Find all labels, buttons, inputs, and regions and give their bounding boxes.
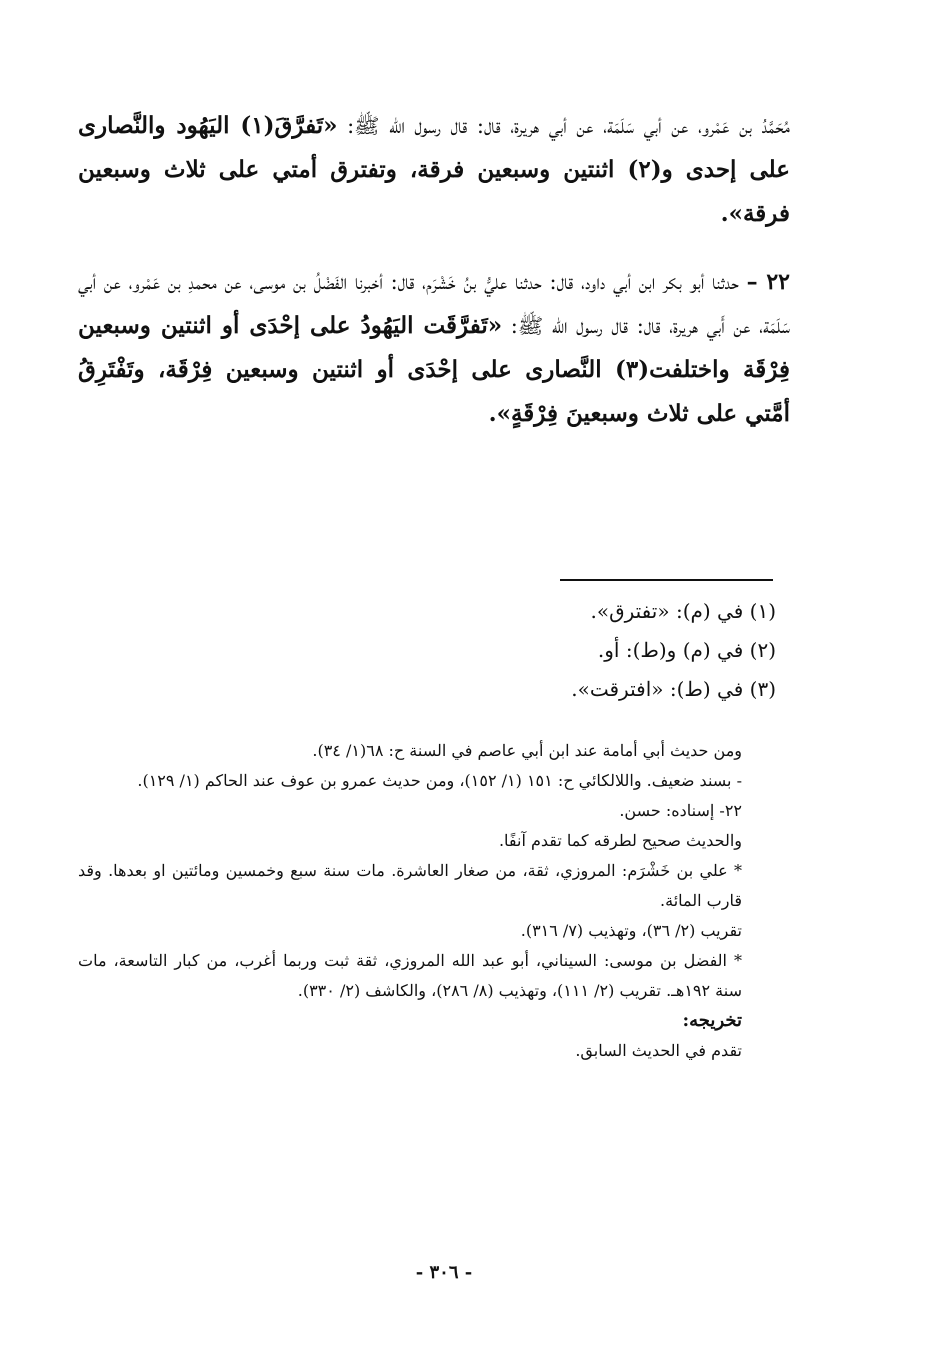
commentary: [78, 736, 742, 1066]
hadith-21-text: «تَفرَّقَ(١) اليَهُود والنَّصارى على إحدى و(٢) اثنتين وسبعين فرقة، وتفترق أمتي على ثلاث وسبعين فرقة».: [78, 112, 790, 227]
footnote-3: (٣) في (ط): «افترقت».: [571, 677, 776, 701]
footnote-separator: [560, 579, 773, 581]
footnote-1: (١) في (م): «تفترق».: [590, 599, 776, 623]
commentary-line: تقريب (٢/ ٣٦)، وتهذيب (٧/ ٣١٦).: [520, 921, 742, 940]
footnote-2: (٢) في (م) و(ط): أو.: [597, 638, 776, 662]
hadith-22-isnad: حدثنا أبو بكر ابن أبي داود، قال: حدثنا عليُّ بنُ خَشْرَم، قال: أخبرنا الفَضْلُ بن موسى، عن محمدِ بن عَمْرو، عن أبي سَلَمَة، عن أَبي هريرة، قال: قال رسول الله ﷺ:: [78, 270, 790, 338]
paragraph-gap: [78, 236, 790, 260]
commentary-line: * الفضل بن موسى: السيناني، أبو عبد الله المروزي، ثقة ثبت وربما أغرب، من كبار التاسعة، مات سنة ١٩٢هـ. تقريب (٢/ ١١١)، وتهذيب (٨/ ٢٨٦)، والكاشف (٢/ ٣٣٠).: [78, 951, 742, 1000]
hadith-22-block: [78, 260, 790, 436]
hadith-22-text: «تَفرَّقَت اليَهُودُ على إحْدَى أو اثنتين وسبعين فِرْقَة واختلفت(٣) النَّصارى على إحْدَى أو اثنتين وسبعين فِرْقَة، وتَفْتَرِقُ أمَّتي على ثلاث وسبعينَ فِرْقَةٍ».: [78, 312, 790, 427]
commentary-line: * علي بن خَشْرَم: المروزي، ثقة، من صغار العاشرة. مات سنة سبع وخمسين ومائتين او بعدها. وقد قارب المائة.: [78, 861, 742, 910]
commentary-heading: ٢٢- إسناده: حسن.: [619, 801, 742, 820]
commentary-line: ومن حديث أبي أمامة عند ابن أبي عاصم في السنة ح: ٦٨(١/ ٣٤).: [312, 741, 742, 760]
commentary-line: - بسند ضعيف. واللالكائي ح: ١٥١ (١/ ١٥٢)، ومن حديث عمرو بن عوف عند الحاكم (١/ ١٢٩).: [137, 771, 742, 790]
main-text: [78, 104, 790, 436]
takhrij-heading: تخريجه:: [682, 1010, 742, 1031]
commentary-line: والحديث صحيح لطرقه كما تقدم آنفًا.: [498, 831, 742, 850]
commentary-line: تقدم في الحديث السابق.: [575, 1041, 742, 1060]
page-number: - ٣٠٦ -: [415, 1262, 473, 1283]
hadith-21-block: [78, 104, 790, 236]
isnad-line: مُحَمَّدُ بن عَمْرو، عن أبي سَلَمَة، عن أبي هريرة، قال: قال رسول الله ﷺ:: [347, 114, 790, 138]
hadith-number: ٢٢ –: [746, 269, 790, 295]
footnotes: [420, 592, 776, 709]
